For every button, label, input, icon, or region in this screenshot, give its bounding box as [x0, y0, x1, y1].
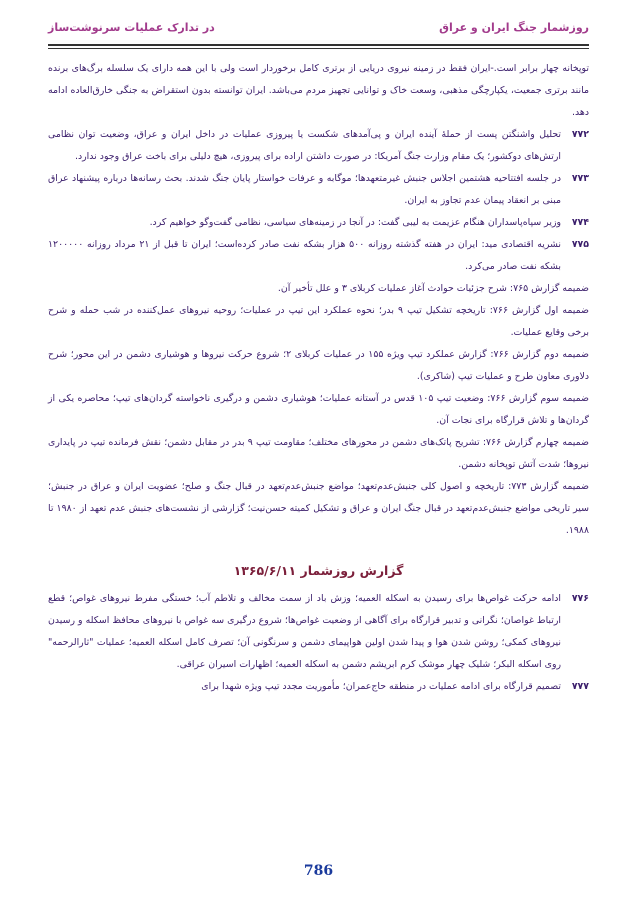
appendix-765: ضمیمه گزارش ۷۶۵: شرح جزئیات حوادث آغاز عملیات کربلای ۳ و علل تأخیر آن.	[277, 283, 589, 294]
entry-773	[48, 168, 589, 212]
entry-text: تصمیم قرارگاه برای ادامه عملیات در منطقه حاج‌عمران؛ مأموریت مجدد تیپ ویژه شهدا برای	[201, 681, 561, 692]
chapter-title: در تدارک عملیات سرنوشت‌ساز	[48, 20, 215, 34]
entry-text: وزیر سپاه‌پاسداران هنگام عزیمت به لیبی گفت: در آنجا در زمینه‌های سیاسی، نظامی گفت‌وگو خواهیم کرد.	[149, 217, 561, 228]
running-header	[48, 16, 589, 38]
page-body	[48, 58, 589, 698]
page-number: 786	[303, 863, 334, 879]
entry-number: ۷۷۷	[571, 681, 589, 692]
entry-text: نشریه اقتصادی مید: ایران در هفته گذشته روزانه ۵۰۰ هزار بشکه نفت صادر کرده‌است؛ ایران تا قبل از ۲۱ مرداد روزانه ۱۲۰۰۰۰۰ بشکه نفت صادر می‌کرد.	[48, 239, 561, 272]
entry-number: ۷۷۳	[571, 173, 589, 184]
appendix-766-4: ضمیمه چهارم گزارش ۷۶۶: تشریح پاتک‌های دشمن در محورهای مختلف؛ مقاومت تیپ ۹ بدر در مقابل دشمن؛ نقش فرمانده تیپ در پایداری نیروها؛ شدت آتش توپخانه دشمن.	[48, 437, 589, 470]
entry-text: تحلیل واشنگتن پست از حملهٔ آینده ایران و پی‌آمدهای شکست یا پیروزی عملیات در داخل ایران و عراق، وضعیت توان نظامی ارتش‌های دوکشور؛ یک مقام وزارت جنگ آمریکا: در صورت داشتن اراده برای پیروزی، هیچ دلیلی برای باخت عراق وجود ندارد.	[48, 129, 561, 162]
appendix-766-3: ضمیمه سوم گزارش ۷۶۶: وضعیت تیپ ۱۰۵ قدس در آستانه عملیات؛ هوشیاری دشمن و درگیری ناخواسته گردان‌های تیپ؛ محاصره یکی از گردان‌ها و تلاش قرارگاه برای نجات آن.	[48, 393, 589, 426]
entry-text: ادامه حرکت غواص‌ها برای رسیدن به اسکله العمیه؛ وزش باد از سمت مخالف و تلاطم آب؛ خستگی مفرط نیروهای غواص؛ قطع ارتباط غواصان؛ نگرانی و تدبیر قرارگاه برای آگاهی از وضعیت غواص‌ها؛ شروع درگیری سه غواص با نیروهای محافظ اسکله و رسیدن نیروهای کمکی؛ روشن شدن هوا و پیدا شدن اولین هواپیمای دشمن و سرنگونی آن؛ تصرف کامل اسکله العمیه؛ عملیات "ثارالرحمه" روی اسکله البکر؛ شلیک چهار موشک کرم ابریشم دشمن به اسکله العمیه؛ اظهارات اسیران عراقی.	[48, 593, 561, 670]
section-title: گزارش روزشمار ۱۳۶۵/۶/۱۱	[233, 563, 404, 578]
entry-number: ۷۷۲	[571, 129, 589, 140]
appendix-773: ضمیمه گزارش ۷۷۳: تاریخچه و اصول کلی جنبش‌عدم‌تعهد؛ مواضع جنبش‌عدم‌تعهد در قبال جنگ و صلح؛ عضویت ایران و عراق در جنبش؛ سیر تاریخی مواضع جنبش‌عدم‌تعهد در قبال جنگ ایران و عراق و تشکیل کمیته حسن‌نیت؛ گزارشی از نشست‌های جنبش عدم تعهد از ۱۹۸۰ تا ۱۹۸۸.	[48, 481, 589, 536]
entry-775	[48, 234, 589, 278]
appendix-766-1: ضمیمه اول گزارش ۷۶۶: تاریخچه تشکیل تیپ ۹ بدر؛ نحوه عملکرد این تیپ در عملیات؛ روحیه نیروهای عمل‌کننده در شب حمله و شرح برخی وقایع عملیات.	[48, 305, 589, 338]
entry-text: در جلسه افتتاحیه هشتمین اجلاس جنبش غیرمتعهدها؛ موگابه و عرفات خواستار پایان جنگ شدند. بحث رسانه‌ها درباره پیشنهاد عراق مبنی بر انعقاد پیمان عدم تجاوز به ایران.	[48, 173, 561, 206]
header-rule	[48, 44, 589, 49]
entry-number: ۷۷۶	[571, 593, 589, 604]
entry-number: ۷۷۵	[571, 239, 589, 250]
entry-776	[48, 588, 589, 676]
entry-772	[48, 124, 589, 168]
appendix-766-2: ضمیمه دوم گزارش ۷۶۶: گزارش عملکرد تیپ ویژه ۱۵۵ در عملیات کربلای ۲؛ شروع حرکت نیروها و هوشیاری دشمن در این محور؛ شرح دلاوری معاون طرح و عملیات تیپ (شاکری).	[48, 349, 589, 382]
entry-777	[48, 676, 589, 698]
intro-paragraph: توپخانه چهار برابر است.-ایران فقط در زمینه نیروی دریایی از برتری کامل برخوردار است ولی با این همه دارای یک سلسله برگ‌های برنده مانند برتری جمعیت، یکپارچگی مذهبی، وسعت خاک و توانایی تجهیز مردم می‌باشد. ایران توانسته بدون استقراض به جنگی خارق‌العاده ادامه دهد.	[48, 63, 589, 118]
entry-number: ۷۷۴	[571, 217, 589, 228]
book-title: روزشمار جنگ ایران و عراق	[439, 20, 589, 34]
entry-774	[48, 212, 589, 234]
